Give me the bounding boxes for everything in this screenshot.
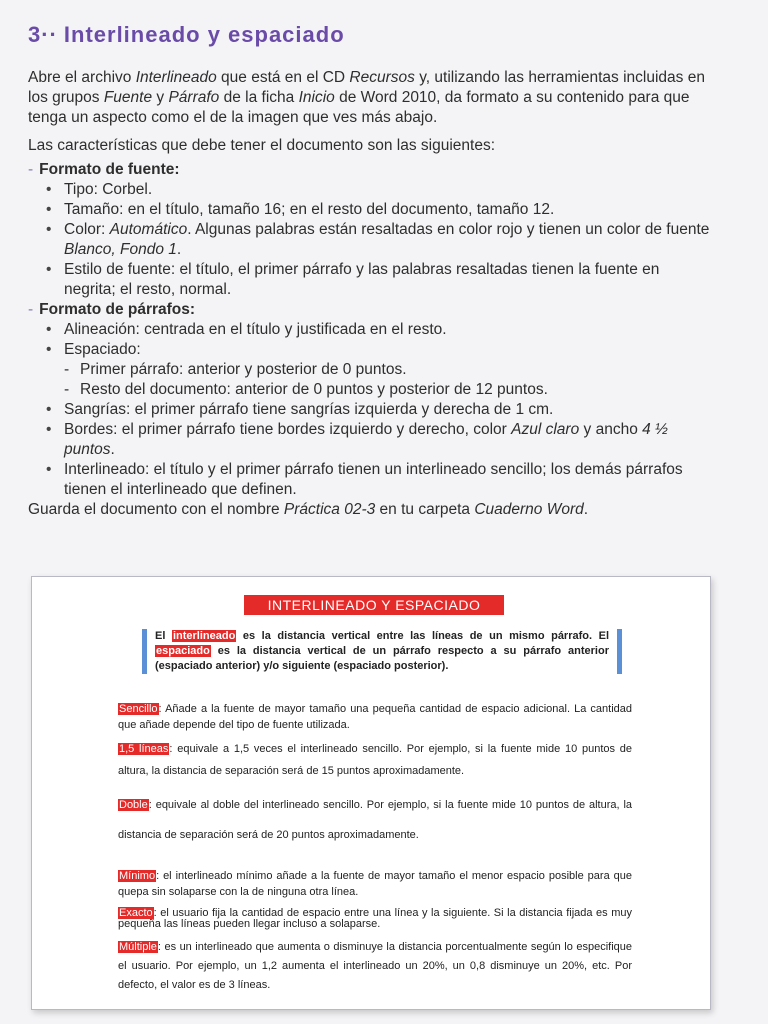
highlight-1-5-lineas: 1,5 líneas (119, 743, 169, 755)
exercise-number: 3·· (28, 22, 58, 47)
intro-text: que está en el CD (216, 69, 350, 86)
example-lineas-paragraph (118, 738, 632, 782)
item-text: y ancho (579, 421, 643, 438)
ex-text: : Añade a la fuente de mayor tamaño una pequeña cantidad de espacio adicional. La cantidad que añade depende del tipo de fuente utilizada. (118, 703, 632, 731)
fuente-list (28, 180, 712, 300)
espaciado-sublist (64, 360, 712, 400)
example-sencillo-paragraph (118, 701, 632, 733)
save-instruction (28, 500, 712, 520)
item-text: Espaciado: (64, 341, 141, 358)
section-label: Formato de fuente: (39, 161, 180, 178)
ex-text: es la distancia vertical entre las líneas de un mismo párrafo. El (236, 630, 610, 642)
intro-paragraph (28, 68, 712, 128)
intro-text: y, utilizando las herramientas incluidas en los grupos (28, 69, 705, 106)
instructions (28, 68, 712, 528)
intro-text: y (152, 89, 169, 106)
save-text: . (583, 501, 589, 518)
section-fuente-title: - Formato de fuente: (28, 161, 180, 178)
ex-text: : es un interlineado que aumenta o disminuye la distancia porcentualmente según lo especifique el usuario. Por ejemplo, un 1,2 aumenta el interlineado un 20%, un 0,8 disminuye un 20%, etc. Por defecto, el valor es de 3 líneas. (118, 941, 632, 991)
example-title: INTERLINEADO Y ESPACIADO (244, 595, 504, 615)
item-text: Bordes: el primer párrafo tiene bordes izquierdo y derecho, color (64, 421, 512, 438)
section-label: Formato de párrafos: (39, 301, 196, 318)
save-folder-name: Cuaderno Word (474, 501, 584, 518)
example-doble-paragraph (118, 790, 632, 850)
sub-item: - Primer párrafo: anterior y posterior de 0 puntos. (64, 360, 712, 380)
sub-item: - Resto del documento: anterior de 0 puntos y posterior de 12 puntos. (64, 380, 712, 400)
parrafos-list (28, 320, 712, 500)
intro-text: Abre el archivo (28, 69, 136, 86)
example-document-image (31, 576, 711, 1010)
ex-text: El (155, 630, 172, 642)
ex-text: : equivale al doble del interlineado sencillo. Por ejemplo, si la fuente mide 10 puntos de altura, la distancia de separación será de 20 puntos aproximadamente. (118, 799, 632, 841)
example-exacto-paragraph (118, 908, 632, 930)
list-item: • Alineación: centrada en el título y justificada en el resto. (46, 320, 712, 340)
cd-name: Recursos (349, 69, 415, 86)
example-minimo-paragraph (118, 868, 632, 900)
item-emphasis: Azul claro (511, 421, 580, 438)
example-intro-paragraph (142, 629, 622, 674)
highlight-espaciado: espaciado (156, 645, 210, 657)
ex-text: : el interlineado mínimo añade a la fuente de mayor tamaño el menor espacio posible para que quepa sin solaparse con la de ninguna otra línea. (118, 870, 632, 898)
highlight-multiple: Múltiple (119, 941, 157, 953)
group-parrafo: Párrafo (168, 89, 220, 106)
list-item (46, 340, 712, 400)
page-heading (28, 22, 345, 48)
list-item (46, 420, 712, 460)
tab-inicio: Inicio (298, 89, 335, 106)
highlight-sencillo: Sencillo (119, 703, 158, 715)
highlight-doble: Doble (119, 799, 148, 811)
save-text: Guarda el documento con el nombre (28, 501, 284, 518)
item-text: Color: (64, 221, 110, 238)
list-item: • Tamaño: en el título, tamaño 16; en el resto del documento, tamaño 12. (46, 200, 712, 220)
ex-text: : el usuario fija la cantidad de espacio entre una línea y la siguiente. Si la distancia fijada es muy pequeña las líneas pueden llegar incluso a solaparse. (118, 907, 632, 930)
intro-text: de la ficha (219, 89, 299, 106)
save-file-name: Práctica 02-3 (283, 501, 376, 518)
ex-text: es la distancia vertical de un párrafo respecto a su párrafo anterior (espaciado anterior) y/o siguiente (espaciado posterior). (155, 645, 609, 672)
list-item: • Tipo: Corbel. (46, 180, 712, 200)
list-item: • Interlineado: el título y el primer párrafo tienen un interlineado sencillo; los demás párrafos tienen el interlineado que definen. (46, 460, 712, 500)
item-emphasis: 4 ½ puntos (64, 421, 668, 458)
list-item: • Estilo de fuente: el título, el primer párrafo y las palabras resaltadas tienen la fuente en negrita; el resto, normal. (46, 260, 712, 300)
intro-text: de Word 2010, da formato a su contenido para que tenga un aspecto como el de la imagen que ves más abajo. (28, 89, 690, 126)
highlight-interlineado: interlineado (172, 630, 236, 642)
file-name: Interlineado (135, 69, 217, 86)
example-multiple-paragraph (118, 938, 632, 995)
group-fuente: Fuente (103, 89, 153, 106)
save-text: en tu carpeta (375, 501, 475, 518)
section-parrafos-title: - Formato de párrafos: (28, 301, 196, 318)
highlight-exacto: Exacto (119, 907, 153, 919)
item-text: . (176, 241, 182, 258)
highlight-minimo: Mínimo (119, 870, 156, 882)
list-item (46, 220, 712, 260)
item-emphasis: Automático (109, 221, 188, 238)
characteristics-paragraph: Las características que debe tener el documento son las siguientes: (28, 137, 495, 154)
list-item: • Sangrías: el primer párrafo tiene sangrías izquierda y derecha de 1 cm. (46, 400, 712, 420)
item-emphasis: Blanco, Fondo 1 (64, 241, 177, 258)
exercise-title: Interlineado y espaciado (63, 22, 345, 47)
ex-text: : equivale a 1,5 veces el interlineado sencillo. Por ejemplo, si la fuente mide 10 puntos de altura, la distancia de separación será de 15 puntos aproximadamente. (118, 743, 632, 777)
item-text: . (110, 441, 115, 458)
item-text: . Algunas palabras están resaltadas en color rojo y tienen un color de fuente (187, 221, 710, 238)
